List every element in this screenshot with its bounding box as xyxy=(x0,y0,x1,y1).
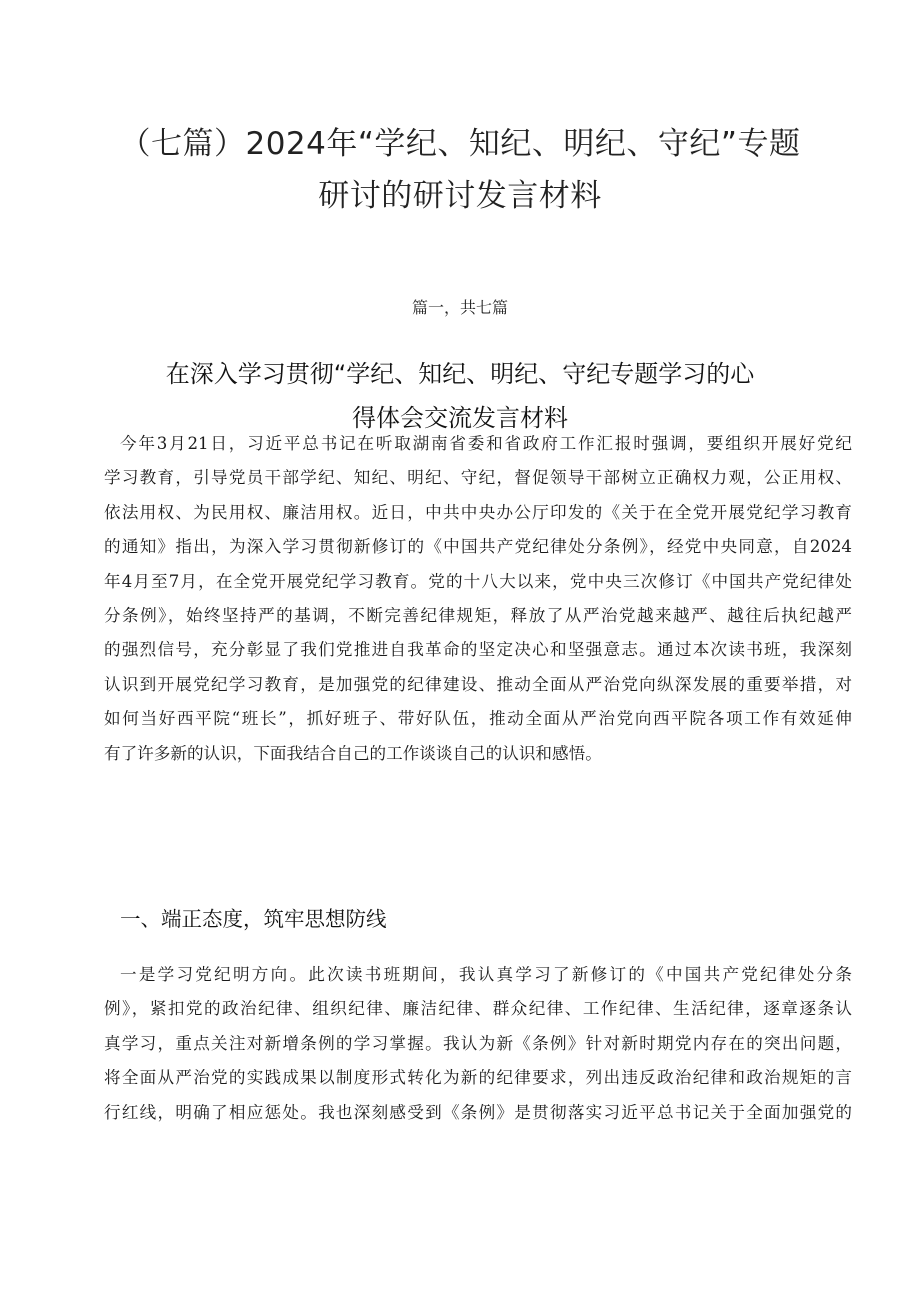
paragraph-line: 学习教育，引导党员干部学纪、知纪、明纪、守纪，督促领导干部树立正确权力观，公正用权、 xyxy=(104,468,852,488)
paragraph-line: 分条例》，始终坚持严的基调，不断完善纪律规矩，释放了从严治党越来越严、越往后执纪越严 xyxy=(104,606,852,626)
section-heading: 一、端正态度，筑牢思想防线 xyxy=(120,907,387,931)
document-title-line: 研讨的研讨发言材料 xyxy=(318,178,602,214)
paragraph-line: 的强烈信号，充分彰显了我们党推进自我革命的坚定决心和坚强意志。通过本次读书班，我深刻 xyxy=(104,640,852,660)
paragraph-line: 将全面从严治党的实践成果以制度形式转化为新的纪律要求，列出违反政治纪律和政治规矩的言 xyxy=(104,1068,852,1088)
section-title-line: 在深入学习贯彻“学纪、知纪、明纪、守纪专题学习的心 xyxy=(165,360,755,388)
paragraph-line: 一是学习党纪明方向。此次读书班期间，我认真学习了新修订的《中国共产党纪律处分条 xyxy=(120,965,852,984)
paragraph-line: 今年3月21日，习近平总书记在听取湖南省委和省政府工作汇报时强调，要组织开展好党纪 xyxy=(120,434,852,453)
paragraph-line: 认识到开展党纪学习教育，是加强党的纪律建设、推动全面从严治党向纵深发展的重要举措，对 xyxy=(104,674,852,694)
paragraph-line: 例》，紧扣党的政治纪律、组织纪律、廉洁纪律、群众纪律、工作纪律、生活纪律，逐章逐条认 xyxy=(104,999,852,1019)
paragraph-line: 年4月至7月，在全党开展党纪学习教育。党的十八大以来，党中央三次修订《中国共产党纪律处 xyxy=(104,571,852,591)
paragraph-line: 的通知》指出，为深入学习贯彻新修订的《中国共产党纪律处分条例》，经党中央同意，自2024 xyxy=(104,537,852,557)
body-paragraph xyxy=(104,958,852,1130)
section-title-line: 得体会交流发言材料 xyxy=(352,404,568,432)
paragraph-line: 如何当好西平院“班长”，抓好班子、带好队伍，推动全面从严治党向西平院各项工作有效延伸 xyxy=(104,709,852,729)
paragraph-line: 行红线，明确了相应惩处。我也深刻感受到《条例》是贯彻落实习近平总书记关于全面加强党的 xyxy=(104,1102,852,1122)
part-label: 篇一，共七篇 xyxy=(411,298,508,317)
body-paragraph xyxy=(104,427,852,771)
paragraph-line: 真学习，重点关注对新增条例的学习掌握。我认为新《条例》针对新时期党内存在的突出问题， xyxy=(104,1033,852,1053)
paragraph-line: 依法用权、为民用权、廉洁用权。近日，中共中央办公厅印发的《关于在全党开展党纪学习教育 xyxy=(104,502,852,522)
document-title-line: （七篇）2024年“学纪、知纪、明纪、守纪”专题 xyxy=(119,126,801,162)
document-title xyxy=(60,118,860,222)
paragraph-line: 有了许多新的认识，下面我结合自己的工作谈谈自己的认识和感悟。 xyxy=(104,743,602,763)
